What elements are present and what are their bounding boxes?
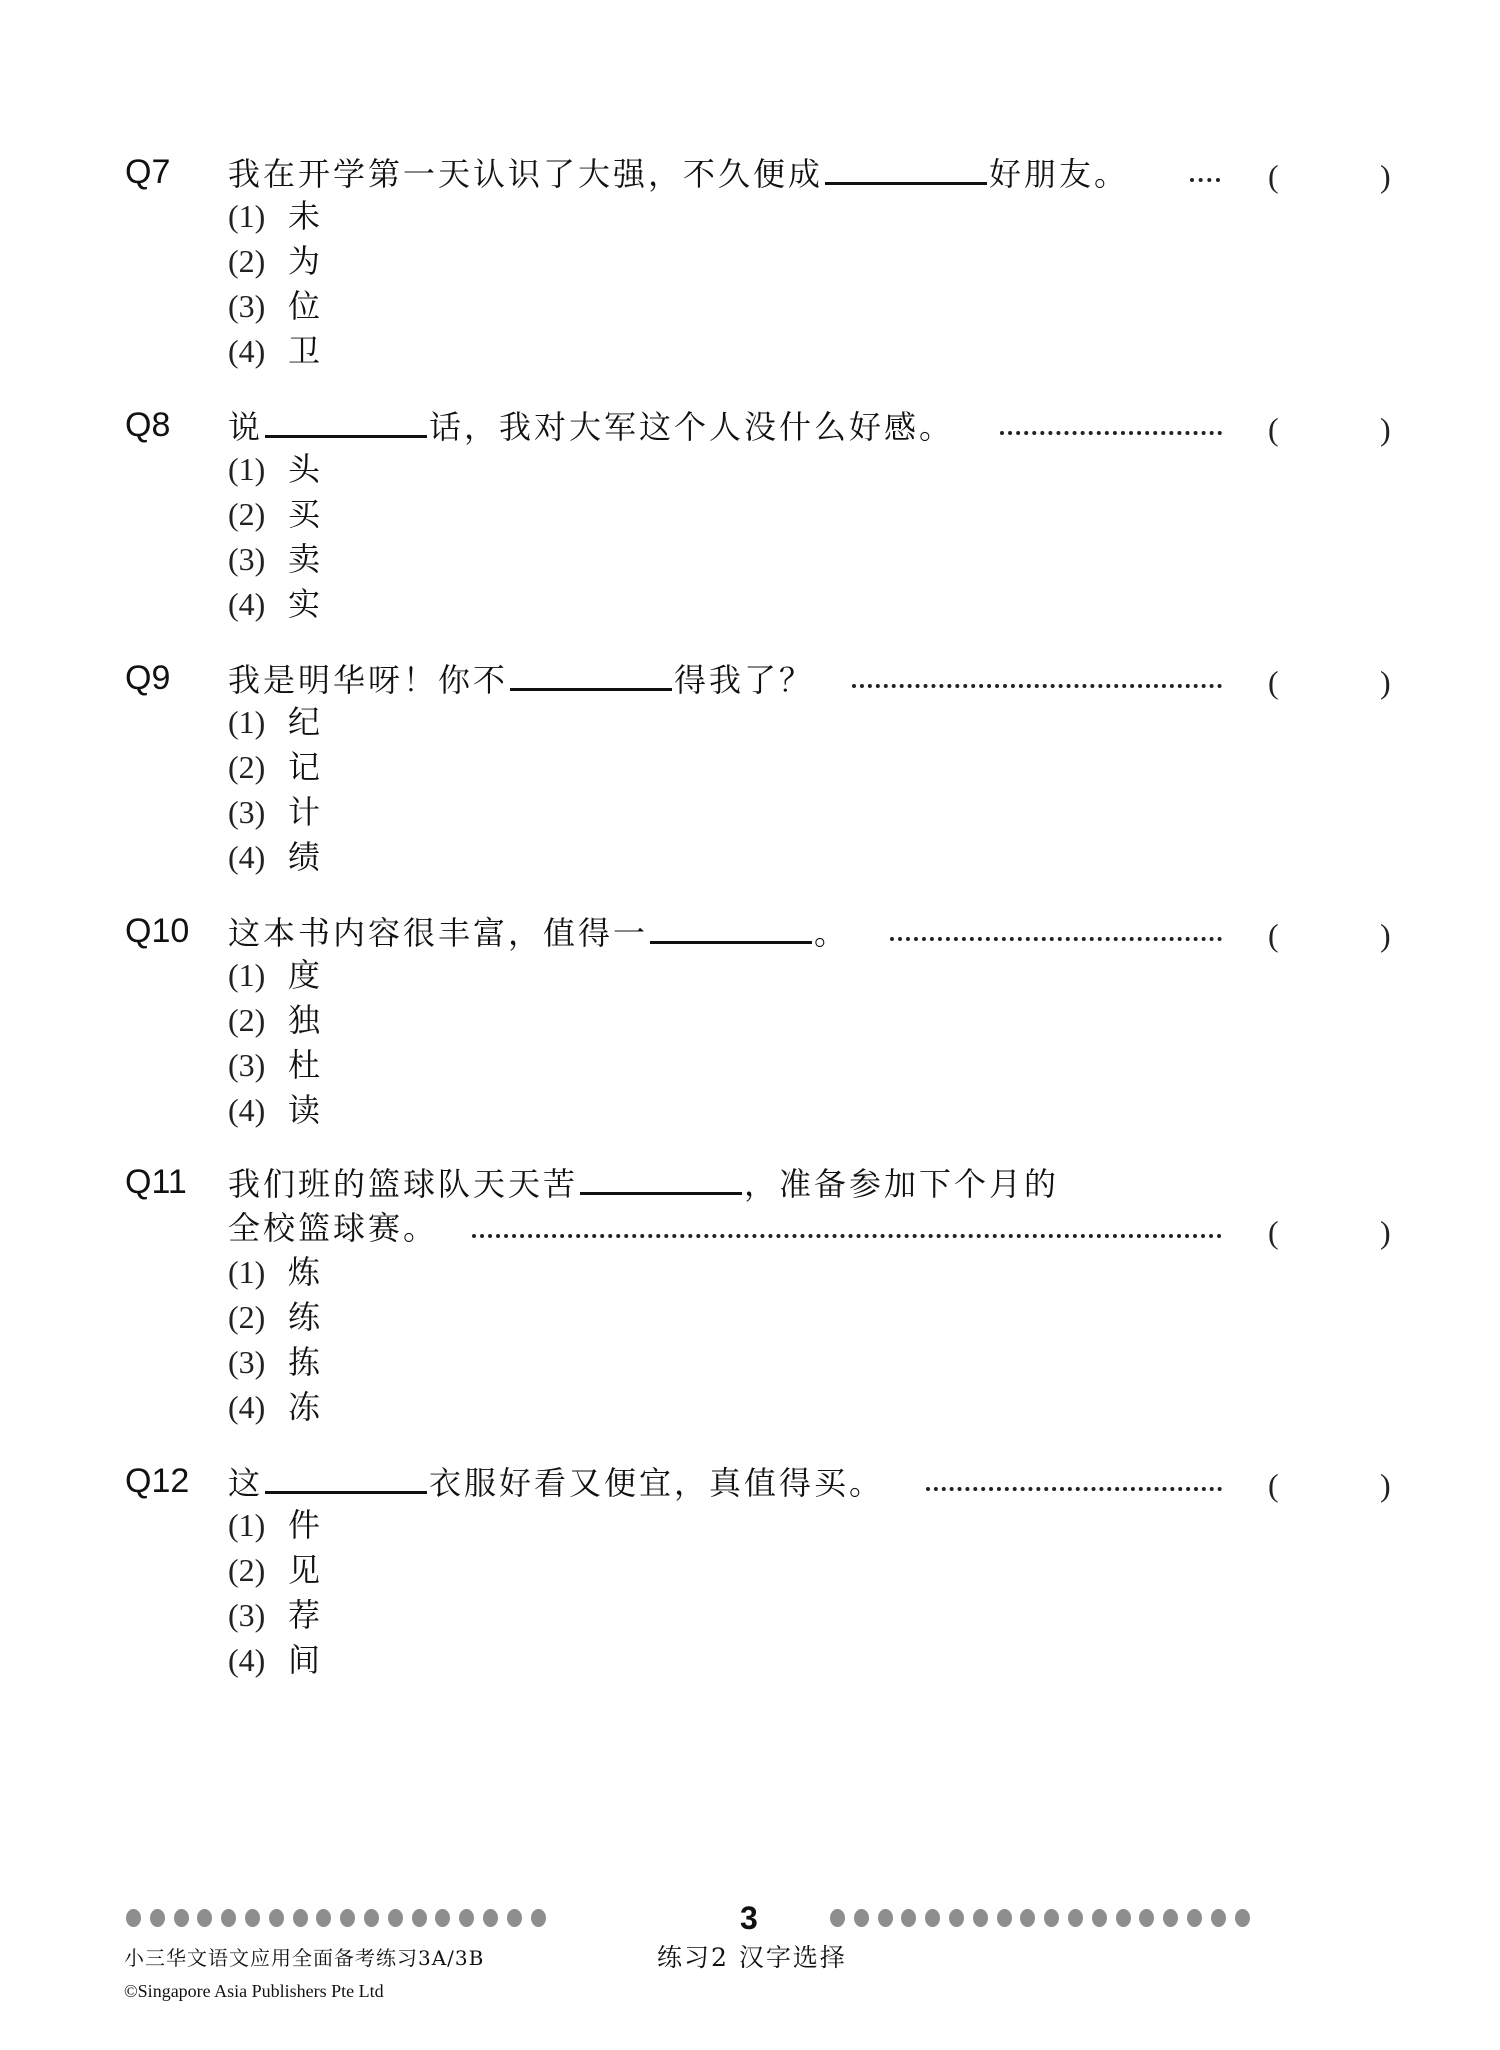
option-number: (2) [228,1552,266,1588]
dot-icon [1116,1909,1131,1927]
option-number: (2) [228,1299,266,1335]
option-number: (2) [228,243,266,279]
option-2 [228,494,320,534]
answer-paren-open: ( [1268,158,1279,194]
dot-icon [1187,1909,1202,1927]
option-3 [228,539,320,579]
question-stem [228,911,849,953]
option-3 [228,286,320,326]
dot-icon [1163,1909,1178,1927]
option-number: (1) [228,704,266,740]
option-text: 间 [288,1641,321,1679]
stem-after: 衣服好看又便宜，真值得买。 [429,1464,885,1502]
option-text: 炼 [288,1253,321,1291]
dot-icon [1068,1909,1083,1927]
option-1 [228,196,320,236]
question-stem [228,1162,1059,1204]
answer-paren-open: ( [1268,411,1279,447]
option-number: (2) [228,496,266,532]
dot-icon [221,1909,236,1927]
dot-icon [925,1909,940,1927]
option-4 [228,837,320,877]
option-text: 卫 [288,332,321,370]
answer-paren-open: ( [1268,1214,1279,1250]
stem-after: 话，我对大军这个人没什么好感。 [429,408,955,446]
answer-paren-close: ) [1380,411,1391,447]
answer-blank [650,911,812,944]
option-4 [228,1640,320,1680]
question-number: Q10 [125,912,190,950]
answer-paren-close: ) [1380,158,1391,194]
stem-before: 我是明华呀！你不 [228,661,509,699]
dot-icon [435,1909,450,1927]
option-text: 纪 [288,703,321,741]
option-text: 度 [288,956,321,994]
answer-paren-close: ) [1380,917,1391,953]
option-text: 见 [288,1551,321,1589]
option-number: (1) [228,198,266,234]
question-stem [228,658,814,700]
stem-before: 这本书内容很丰富，值得一 [228,914,649,952]
option-text: 卖 [288,540,321,578]
stem-after: 。 [814,914,850,952]
answer-paren-open: ( [1268,917,1279,953]
option-number: (4) [228,1642,266,1678]
leader-dots [890,937,1222,941]
page-number: 3 [740,1900,758,1936]
option-number: (4) [228,586,266,622]
dot-icon [854,1909,869,1927]
leader-dots [1000,431,1222,435]
option-number: (3) [228,794,266,830]
option-number: (2) [228,1002,266,1038]
option-3 [228,1342,320,1382]
option-number: (1) [228,451,266,487]
footer-dots-left [126,1906,554,1930]
option-text: 冻 [288,1388,321,1426]
option-text: 未 [288,197,321,235]
option-number: (1) [228,1507,266,1543]
dot-icon [1092,1909,1107,1927]
question-stem [228,1461,884,1503]
answer-paren-open: ( [1268,664,1279,700]
option-number: (3) [228,288,266,324]
option-text: 为 [288,242,321,280]
stem-after: 得我了？ [674,661,815,699]
option-number: (3) [228,541,266,577]
stem-before: 我在开学第一天认识了大强，不久便成 [228,155,824,193]
dot-icon [1139,1909,1154,1927]
dot-icon [483,1909,498,1927]
answer-blank [265,1461,427,1494]
leader-dots [1190,178,1220,182]
option-text: 绩 [288,838,321,876]
dot-icon [174,1909,189,1927]
option-1 [228,1252,320,1292]
dot-icon [293,1909,308,1927]
dot-icon [340,1909,355,1927]
stem-after: 好朋友。 [989,155,1130,193]
dot-icon [316,1909,331,1927]
option-number: (3) [228,1047,266,1083]
dot-icon [1020,1909,1035,1927]
answer-paren-close: ) [1380,1214,1391,1250]
option-number: (1) [228,957,266,993]
option-text: 位 [288,287,321,325]
question-stem [228,152,1129,194]
dot-icon [949,1909,964,1927]
option-number: (1) [228,1254,266,1290]
dot-icon [245,1909,260,1927]
option-text: 计 [288,793,321,831]
dot-icon [269,1909,284,1927]
question-number: Q8 [125,406,171,444]
option-4 [228,1090,320,1130]
dot-icon [878,1909,893,1927]
option-2 [228,1297,320,1337]
dot-icon [901,1909,916,1927]
dot-icon [830,1909,845,1927]
option-text: 杜 [288,1046,321,1084]
answer-blank [265,405,427,438]
answer-blank [580,1162,742,1195]
option-number: (4) [228,333,266,369]
dot-icon [412,1909,427,1927]
option-1 [228,449,320,489]
option-4 [228,331,320,371]
question-stem-line2: 全校篮球赛。 [228,1209,439,1247]
dot-icon [388,1909,403,1927]
dot-icon [531,1909,546,1927]
option-text: 头 [288,450,321,488]
option-number: (2) [228,749,266,785]
option-text: 读 [288,1091,321,1129]
option-4 [228,584,320,624]
stem-before: 说 [228,408,264,446]
answer-paren-close: ) [1380,1467,1391,1503]
option-2 [228,241,320,281]
answer-blank [510,658,672,691]
option-text: 实 [288,585,321,623]
book-title: 小三华文语文应用全面备考练习3A/3B [124,1946,485,1970]
copyright: ©Singapore Asia Publishers Pte Ltd [124,1981,384,2001]
dot-icon [507,1909,522,1927]
dot-icon [150,1909,165,1927]
option-2 [228,747,320,787]
option-number: (4) [228,839,266,875]
option-text: 拣 [288,1343,321,1381]
option-text: 件 [288,1506,321,1544]
dot-icon [1211,1909,1226,1927]
option-text: 荐 [288,1596,321,1634]
dot-icon [1235,1909,1250,1927]
option-1 [228,702,320,742]
answer-paren-close: ) [1380,664,1391,700]
question-stem [228,405,954,447]
dot-icon [364,1909,379,1927]
dot-icon [997,1909,1012,1927]
option-4 [228,1387,320,1427]
footer-dots-right [830,1906,1258,1930]
option-number: (4) [228,1389,266,1425]
option-text: 独 [288,1001,321,1039]
question-number: Q9 [125,659,171,697]
section-title: 练习2 汉字选择 [657,1943,847,1972]
option-1 [228,1505,320,1545]
leader-dots [926,1487,1222,1491]
question-number: Q7 [125,153,171,191]
option-3 [228,792,320,832]
option-text: 练 [288,1298,321,1336]
stem-before: 这 [228,1464,264,1502]
option-number: (3) [228,1344,266,1380]
option-number: (3) [228,1597,266,1633]
option-text: 买 [288,495,321,533]
stem-before: 我们班的篮球队天天苦 [228,1165,579,1203]
question-number: Q11 [125,1163,187,1201]
stem-after: ，准备参加下个月的 [744,1165,1060,1203]
leader-dots [852,684,1222,688]
dot-icon [459,1909,474,1927]
dot-icon [197,1909,212,1927]
option-number: (4) [228,1092,266,1128]
option-3 [228,1045,320,1085]
leader-dots [472,1234,1222,1238]
option-text: 记 [288,748,321,786]
option-2 [228,1000,320,1040]
dot-icon [1044,1909,1059,1927]
question-number: Q12 [125,1462,190,1500]
dot-icon [973,1909,988,1927]
option-2 [228,1550,320,1590]
option-1 [228,955,320,995]
option-3 [228,1595,320,1635]
answer-paren-open: ( [1268,1467,1279,1503]
answer-blank [825,152,987,185]
dot-icon [126,1909,141,1927]
